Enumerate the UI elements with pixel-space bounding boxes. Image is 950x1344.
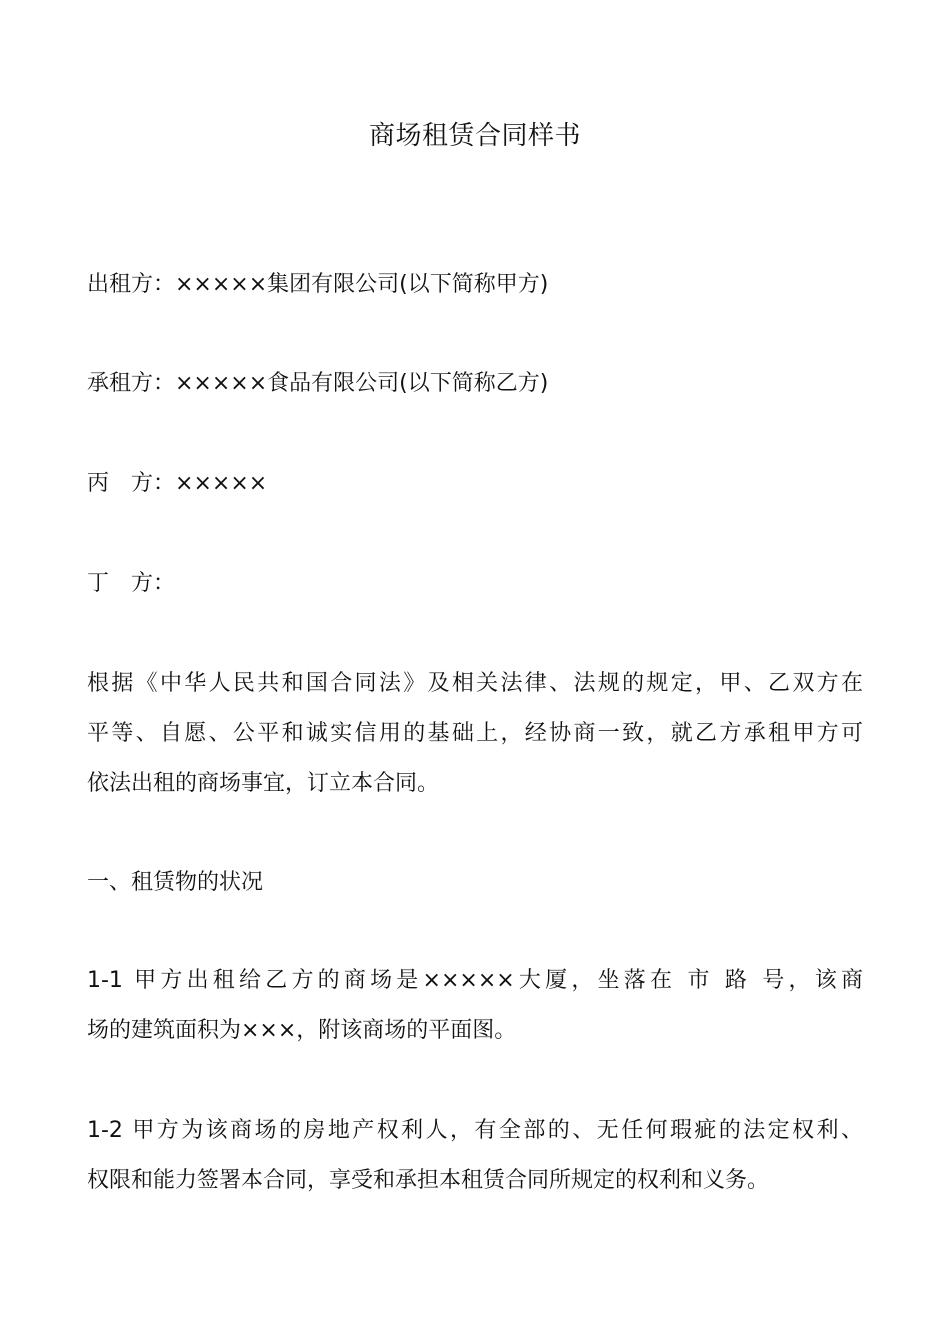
party-d-char: 丁	[87, 571, 110, 596]
party-c-line	[87, 470, 267, 498]
party-d-value: 方：	[131, 571, 176, 596]
preamble-line: 根据《中华人民共和国合同法》及相关法律、法规的规定，甲、乙双方在	[87, 671, 863, 696]
party-d-line	[87, 570, 175, 598]
party-c-value: 方：×××××	[131, 471, 268, 496]
clause-1-1-text-c: 路	[724, 968, 752, 993]
clause-1-1-text-a: 1-1 甲方出租给乙方的商场是×××××大厦，坐落在	[87, 968, 677, 993]
lessor-line: 出租方：×××××集团有限公司(以下简称甲方)	[87, 272, 549, 297]
clause-1-1	[87, 956, 863, 1056]
clause-1-1-line-1	[87, 956, 863, 1006]
preamble-line: 平等、自愿、公平和诚实信用的基础上，经协商一致，就乙方承租甲方可	[87, 721, 863, 746]
section-1-heading: 一、租赁物的状况	[87, 870, 264, 895]
preamble-line: 依法出租的商场事宜，订立本合同。	[87, 771, 440, 796]
clause-1-2-line: 权限和能力签署本合同，享受和承担本租赁合同所规定的权利和义务。	[87, 1168, 770, 1193]
clause-1-2-line: 1-2 甲方为该商场的房地产权利人，有全部的、无任何瑕疵的法定权利、	[87, 1118, 863, 1143]
clause-1-1-text-d: 号，该商	[762, 968, 863, 993]
clause-1-2	[87, 1106, 863, 1206]
document-title: 商场租赁合同样书	[368, 121, 581, 151]
lessee-line: 承租方：×××××食品有限公司(以下简称乙方)	[87, 371, 549, 396]
preamble-paragraph	[87, 659, 863, 809]
party-c-char: 丙	[87, 471, 110, 496]
clause-1-1-line-2: 场的建筑面积为×××，附该商场的平面图。	[87, 1018, 517, 1043]
clause-1-1-text-b: 市	[687, 968, 714, 993]
